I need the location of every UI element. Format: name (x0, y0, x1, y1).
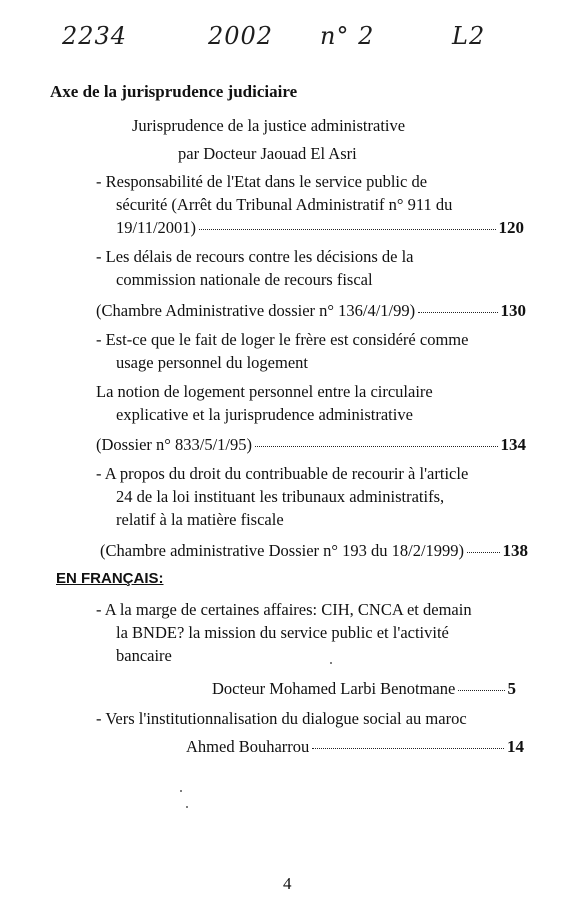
entry-text: - A la marge de certaines affaires: CIH, CNCA et demain (96, 600, 472, 619)
entry-line (96, 245, 492, 268)
dot-leader (458, 690, 504, 691)
entry-line (96, 485, 494, 508)
toc-entry (96, 707, 516, 730)
entry-line (96, 268, 492, 291)
page-ref: 5 (507, 679, 516, 698)
page-ref: 134 (500, 435, 526, 454)
handwritten-code: L2 (452, 22, 486, 50)
entry-text: La notion de logement personnel entre la circulaire (96, 382, 433, 401)
toc-entry (96, 380, 494, 426)
entry-text: (Chambre administrative Dossier n° 193 du 18/2/1999) (100, 541, 465, 560)
dot-leader (199, 229, 495, 230)
entry-line (96, 462, 494, 485)
entry-author: Ahmed Bouharrou (186, 737, 310, 756)
page-ref: 130 (500, 301, 526, 320)
entry-line (96, 299, 526, 322)
entry-text: sécurité (Arrêt du Tribunal Administratif n° 911 du (116, 195, 453, 214)
entry-text: usage personnel du logement (116, 353, 308, 372)
entry-line (96, 380, 494, 403)
entry-text: - Vers l'institutionnalisation du dialogue social au maroc (96, 709, 467, 728)
page-ref: 138 (502, 541, 528, 560)
french-section-heading: EN FRANÇAIS: (56, 570, 164, 587)
entry-text: 19/11/2001) (116, 218, 197, 237)
entry-line (96, 707, 516, 730)
entry-line (96, 598, 496, 621)
toc-entry (212, 677, 516, 700)
entry-text: - A propos du droit du contribuable de recourir à l'article (96, 464, 469, 483)
author-line: par Docteur Jaouad El Asri (178, 144, 357, 163)
entry-line (100, 539, 528, 562)
entry-line (96, 351, 526, 374)
entry-line (96, 403, 494, 426)
dot-leader (312, 748, 504, 749)
toc-entry (96, 245, 492, 291)
scan-speck (180, 790, 182, 792)
entry-text: commission nationale de recours fiscal (116, 270, 373, 289)
entry-line (96, 216, 524, 239)
entry-text: 24 de la loi instituant les tribunaux administratifs, (116, 487, 445, 506)
toc-entry (100, 539, 528, 562)
toc-entry (96, 299, 526, 322)
scan-speck (186, 806, 188, 808)
entry-text: - Les délais de recours contre les décisions de la (96, 247, 414, 266)
entry-text: (Chambre Administrative dossier n° 136/4/1/99) (96, 301, 416, 320)
entry-text: - Est-ce que le fait de loger le frère est considéré comme (96, 330, 469, 349)
entry-text: bancaire (116, 646, 172, 665)
entry-line (212, 677, 516, 700)
section-title: Axe de la jurisprudence judiciaire (50, 82, 298, 101)
entry-line (186, 735, 524, 758)
entry-text: la BNDE? la mission du service public et l'activité (116, 623, 449, 642)
dot-leader (418, 312, 497, 313)
subtitle: Jurisprudence de la justice administrative (132, 116, 406, 135)
page-number: 4 (283, 874, 292, 893)
toc-entry (96, 462, 494, 531)
page-ref: 14 (507, 737, 524, 756)
entry-line (96, 644, 496, 667)
entry-text: (Dossier n° 833/5/1/95) (96, 435, 253, 454)
page-ref: 120 (498, 218, 524, 237)
entry-line (96, 193, 524, 216)
toc-entry (96, 433, 526, 456)
dot-leader (467, 552, 499, 553)
scan-speck (330, 662, 332, 664)
entry-text: relatif à la matière fiscale (116, 510, 284, 529)
entry-text: - Responsabilité de l'Etat dans le service public de (96, 172, 428, 191)
entry-line (96, 328, 526, 351)
toc-entry (96, 170, 524, 239)
entry-text: explicative et la jurisprudence administrative (116, 405, 413, 424)
toc-entry (186, 735, 524, 758)
entry-line (96, 170, 524, 193)
handwritten-year: 2002 (208, 22, 274, 50)
toc-entry (96, 328, 526, 374)
dot-leader (255, 446, 497, 447)
entry-line (96, 508, 494, 531)
handwritten-issue: n° 2 (320, 22, 375, 50)
toc-entry (96, 598, 496, 667)
entry-author: Docteur Mohamed Larbi Benotmane (212, 679, 456, 698)
entry-line (96, 433, 526, 456)
handwritten-ref-number: 2234 (62, 22, 128, 50)
entry-line (96, 621, 496, 644)
